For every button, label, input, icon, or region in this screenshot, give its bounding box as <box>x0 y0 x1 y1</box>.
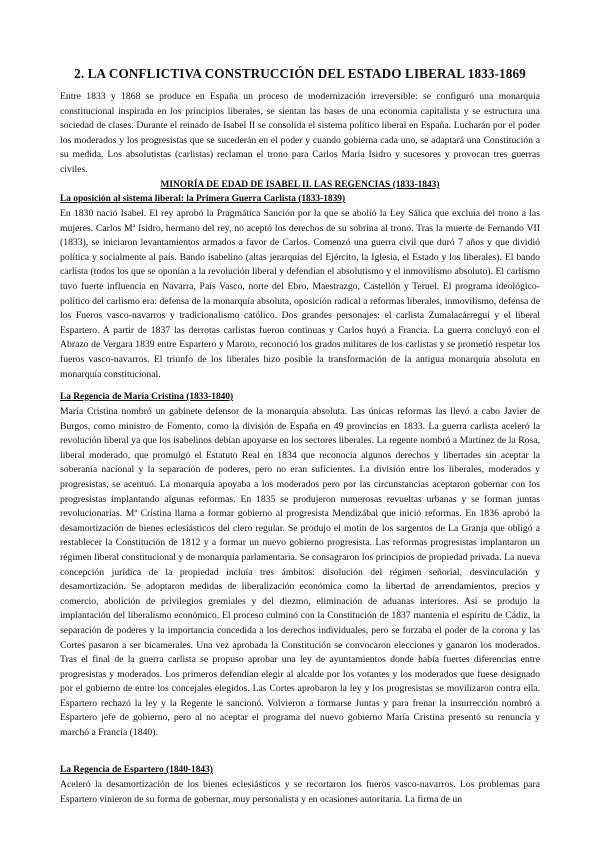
subsection-title-carlist-war: La oposición al sistema liberal: la Primera Guerra Carlista (1833-1839) <box>60 194 346 204</box>
paragraph-carlist-war: En 1830 nació Isabel. El rey aprobó la Pragmática Sanción por la que se abolió la Ley Sálica que excluía del trono a las mujeres. Carlos Mª Isidro, hermano del rey, no aceptó los derechos de su sobrina al trono. Tras la muerte de Fernando VII (1833), se iniciaron levantamientos armados a favor de Carlos. Comenzó una guerra civil que duró 7 años y que dividió política y socialmente al país. Bando isabelino (altas jerarquías del Ejército, la Iglesia, el Estado y los liberales). El bando carlista (todos los que se oponían a la revolución liberal y defendían el absolutismo y el inmovilismo absoluto). El carlismo tuvo fuerte influencia en Navarra, País Vasco, norte del Ebro, Maestrazgo, Castellón y Teruel. El programa ideológico-político del carlismo era: defensa de la monarquía absoluta, oposición radical a reformas liberales, inmovilismo, defensa de los Fueros vasco-navarros y tradicionalismo católico. Dos grandes personajes: el carlista Zumalacárregui y el liberal Espartero. A partir de 1837 las derrotas carlistas fueron continuas y Carlos huyó a Francia. La guerra concluyó con el Abrazo de Vergara 1839 entre Espartero y Maroto, reconoció los grados militares de los carlistas y se prometió respetar los fueros vasco-navarros. El triunfo de los liberales hizo posible la transformación de la antigua monarquía absoluta en monarquía constitucional. <box>60 208 540 380</box>
page-title: 2. LA CONFLICTIVA CONSTRUCCIÓN DEL ESTADO LIBERAL 1833-1869 <box>74 66 526 81</box>
subsection-title-espartero: La Regencia de Espartero (1840-1843) <box>60 765 213 775</box>
intro-paragraph: Entre 1833 y 1868 se produce en España un proceso de modernización irreversible: se configuró una monarquía constitucional inspirada en los principios liberales, se sientan las bases de una economía capitalista y se estructura una sociedad de clases. Durante el reinado de Isabel II se consolida el sistema político liberal en España. Lucharán por el poder los moderados y los progresistas que se sucederán en el poder y cuando gobierna cada uno, se adaptará una Constitución a su medida. Los absolutistas (carlistas) reclaman el trono para Carlos María Isidro y sucesores y provocan tres guerras civiles. <box>60 91 540 175</box>
section-title: MINORÍA DE EDAD DE ISABEL II. LAS REGENCIAS (1833-1843) <box>160 180 440 190</box>
paragraph-espartero: Aceleró la desamortización de los bienes eclesiásticos y se recortaron los fueros vasco-navarros. Los problemas para Espartero vinieron de su forma de gobernar, muy personalista y en ocasiones autoritaria. La firma de un <box>60 779 540 805</box>
subsection-title-maria-cristina: La Regencia de María Cristina (1833-1840) <box>60 392 234 402</box>
paragraph-maria-cristina: María Cristina nombró un gabinete defensor de la monarquía absoluta. Las únicas reformas las llevó a cabo Javier de Burgos, como ministro de Fomento, como la división de España en 49 provincias en 1833. La guerra carlista aceleró la revolución liberal ya que los isabelinos debían apoyarse en los sectores liberales. La regente nombró a Martínez de la Rosa, liberal moderado, que promulgó el Estatuto Real en 1834 que reconocía algunos derechos y libertades sin aceptar la soberanía nacional y la separación de poderes, pero no eran suficientes. La división entre los liberales, moderados y progresistas, se acentuó. La monarquía apoyaba a los moderados pero por las circunstancias aceptaron gobernar con los progresistas implantando algunas reformas. En 1835 se produjeron numerosas revueltas urbanas y se forman juntas revolucionarias. Mª Cristina llama a formar gobierno al progresista Mendizábal que inició reformas. En 1836 aprobó la desamortización de bienes eclesiásticos del clero regular. Se produjo el motín de los sargentos de La Granja que obligó a restablecer la Constitución de 1812 y a formar un nuevo gobierno progresista. Las reformas progresistas implantaron un régimen liberal constitucional y de monarquía parlamentaria. Se consagraron los principios de propiedad privada. La nueva concepción jurídica de la propiedad incluía tres ámbitos: disolución del régimen señorial, desvinculación y desamortización. Se adoptaron medidas de liberalización económica como la libertad de arrendamientos, precios y comercio, abolición de privilegios gremiales y del diezmo, eliminación de aduanas interiores. Así se produjo la implantación del liberalismo económico. El proceso culminó con la Constitución de 1837 mantenía el espíritu de Cádiz, la separación de poderes y la importancia concedida a los derechos individuales, pero se forzaba el poder de la corona y las Cortes pasaron a ser bicamerales. Una vez aprobada la Constitución se convocaron elecciones y ganaron los moderados. Tras el final de la guerra carlista se propuso aprobar una ley de ayuntamientos donde había fuertes diferencias entre progresistas y moderados. Los primeros defendían elegir al alcalde por los votantes y los moderados que fuese designado por el gobierno de entre los concejales elegidos. Las Cortes aprobaron la ley y los progresistas se movilizaron contra ella. Espartero rechazó la ley y la Regente le sancionó. Volvieron a formarse Juntas y para frenar la insurrección nombró a Espartero jefe de gobierno, pero al no aceptar el programa del nuevo gobierno María Cristina presentó su renuncia y marchó a Francia (1840). <box>60 406 540 739</box>
